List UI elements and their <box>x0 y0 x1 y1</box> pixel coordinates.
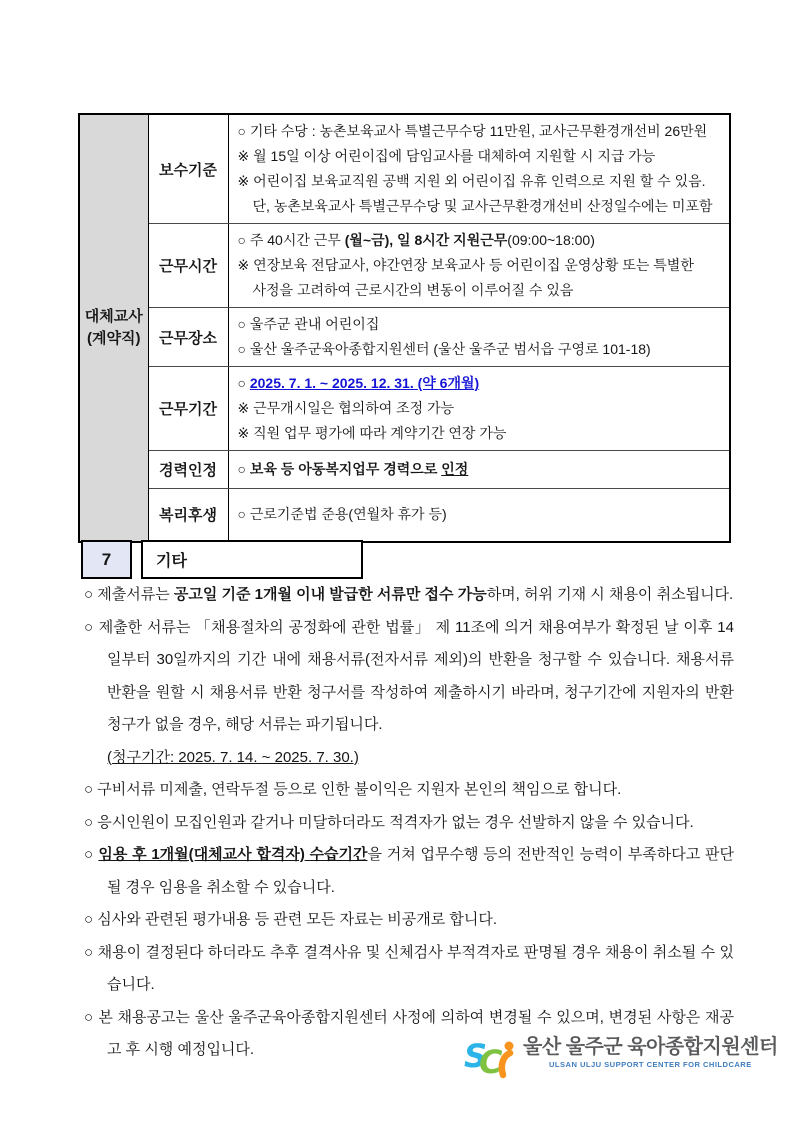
row-group-title-line2: (계약직) <box>87 329 141 347</box>
text-line: ○ 근로기준법 준용(연월차 휴가 등) <box>237 506 447 523</box>
notice-item: ○ 구비서류 미제출, 연락두절 등으로 인한 불이익은 지원자 본인의 책임으로 합니다. <box>84 781 622 798</box>
svg-text:S: S <box>464 1037 488 1075</box>
row-content-pay-standard <box>228 114 730 224</box>
row-group-title-line1: 대체교사 <box>84 307 143 325</box>
text-line: 사정을 고려하여 근로시간의 변동이 이루어질 수 있음 <box>252 282 574 298</box>
text-line: ○ 주 40시간 근무 (월~금), 일 8시간 지원근무(09:00~18:00) <box>237 232 595 248</box>
logo-text <box>523 1035 778 1069</box>
text-line: ※ 어린이집 보육교직원 공백 지원 외 어린이집 유휴 인력으로 지원 할 수 있음. <box>237 173 706 189</box>
text-line: ※ 직원 업무 평가에 따라 계약기간 연장 가능 <box>237 425 507 441</box>
text-line: ※ 월 15일 이상 어린이집에 담임교사를 대체하여 지원할 시 지급 가능 <box>237 148 656 164</box>
row-content-welfare <box>228 489 730 542</box>
text-line: ○ 울주군 관내 어린이집 <box>237 316 380 332</box>
text-line: ※ 연장보육 전담교사, 야간연장 보육교사 등 어린이집 운영상황 또는 특별한 <box>237 257 694 273</box>
notice-list <box>84 579 734 1067</box>
row-content-work-place <box>228 308 730 367</box>
text-line: ※ 근무개시일은 협의하여 조정 가능 <box>237 400 455 416</box>
notice-item: ○ 심사와 관련된 평가내용 등 관련 모든 자료는 비공개로 합니다. <box>84 911 497 928</box>
claim-period-note: (청구기간: 2025. 7. 14. ~ 2025. 7. 30.) <box>107 748 359 766</box>
notice-item: ○ 본 채용공고는 울산 울주군육아종합지원센터 사정에 의하여 변경될 수 있으며, 변경된 사항은 재공고 후 시행 예정입니다. <box>84 1008 734 1058</box>
section-title: 기타 <box>141 540 363 579</box>
text-line: 단, 농촌보육교사 특별근무수당 및 교사근무환경개선비 산정일수에는 미포함 <box>252 198 713 214</box>
section-header <box>81 540 363 579</box>
row-group-header <box>79 114 148 542</box>
row-label-pay-standard: 보수기준 <box>148 114 228 224</box>
text-line: ○ 기타 수당 : 농촌보육교사 특별근무수당 11만원, 교사근무환경개선비 26만원 <box>237 123 708 139</box>
text-line: ○ 2025. 7. 1. ~ 2025. 12. 31. (약 6개월) <box>237 375 480 391</box>
notice-item: ○ 응시인원이 모집인원과 같거나 미달하더라도 적격자가 없는 경우 선발하지 않을 수 있습니다. <box>84 813 694 831</box>
row-label-career-recognition: 경력인정 <box>148 451 228 489</box>
text-line: ○ 보육 등 아동복지업무 경력으로 인정 <box>237 461 469 477</box>
section-number: 7 <box>81 540 132 579</box>
work-period-dates: 2025. 7. 1. ~ 2025. 12. 31. (약 6개월) <box>249 375 480 391</box>
text-line: ○ 울산 울주군육아종합지원센터 (울산 울주군 범서읍 구영로 101-18) <box>237 341 651 357</box>
row-content-work-hours <box>228 224 730 308</box>
notice-item: ○ 제출서류는 공고일 기준 1개월 이내 발급한 서류만 접수 가능하며, 허위 기재 시 채용이 취소됩니다. <box>84 586 734 603</box>
logo-english-name: ULSAN ULJU SUPPORT CENTER FOR CHILDCARE <box>549 1060 752 1069</box>
job-conditions-table <box>78 113 731 543</box>
row-content-work-period <box>228 367 730 451</box>
row-label-work-period: 근무기간 <box>148 367 228 451</box>
organization-logo <box>464 1035 778 1081</box>
row-label-work-place: 근무장소 <box>148 308 228 367</box>
row-label-work-hours: 근무시간 <box>148 224 228 308</box>
row-label-welfare: 복리후생 <box>148 489 228 542</box>
svg-text:C: C <box>479 1043 503 1081</box>
childcare-center-logo-icon <box>464 1035 518 1081</box>
notice-item: ○ 채용이 결정된다 하더라도 추후 결격사유 및 신체검사 부적격자로 판명될 경우 채용이 취소될 수 있습니다. <box>84 943 734 993</box>
notice-item: ○ 제출한 서류는 「채용절차의 공정화에 관한 법률」 제 11조에 의거 채용여부가 확정된 날 이후 14일부터 30일까지의 기간 내에 채용서류(전자서류 제외)의 반환을 청구할 수 있습니다. 채용서류 반환을 원할 시 채용서류 반환 청구서를 작성하여 제출하시기 바라며, 청구기간에 지원자의 반환 청구가 없을 경우, 해당 서류는 파기됩니다. (청구기간: 2025. 7. 14. ~ 2025. 7. 30.) <box>84 612 734 775</box>
logo-korean-name: 울산 울주군 육아종합지원센터 <box>523 1036 778 1058</box>
row-content-career-recognition <box>228 451 730 489</box>
notice-item: ○ 임용 후 1개월(대체교사 합격자) 수습기간을 거쳐 업무수행 등의 전반적인 능력이 부족하다고 판단될 경우 임용을 취소할 수 있습니다. <box>84 846 734 896</box>
